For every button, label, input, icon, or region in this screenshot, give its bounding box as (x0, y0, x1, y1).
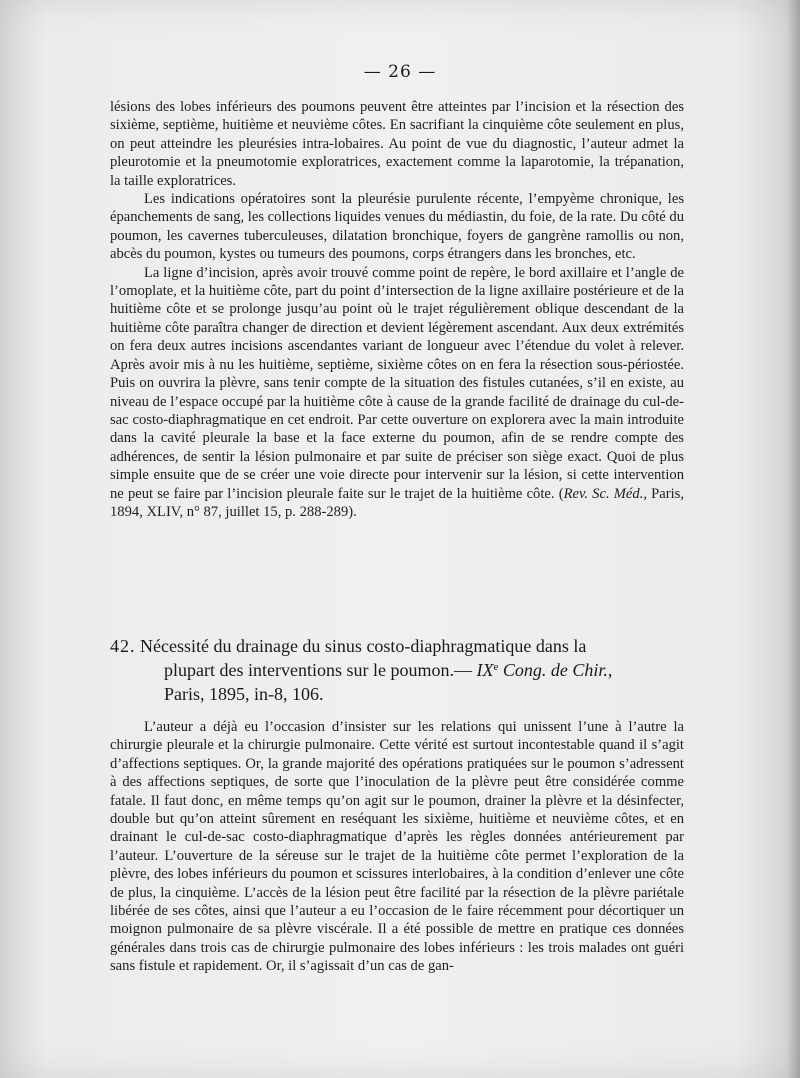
entry-title-line-3: Paris, 1895, in-8, 106. (164, 684, 324, 704)
congress-ordinal: IX (476, 660, 494, 680)
paragraph-2: Les indications opératoires sont la pleurésie purulente récente, l’empyème chronique, les épanchements de sang, les collections liquides venues du médiastin, du foie, de la rate. Du côté du poumon, les cavernes tuberculeuses, dilatation bronchique, foyers de gangrène ramollis ou non, abcès du poumon, kystes ou tumeurs des poumons, corps étrangers dans les bronches, etc. (110, 191, 684, 263)
congress-ordinal-suffix: e (493, 661, 499, 673)
paragraph-3 (110, 264, 684, 522)
page-number: — 26 — (363, 62, 437, 82)
citation-journal: Rev. Sc. Méd. (563, 485, 644, 502)
citation-open: ( (554, 485, 564, 502)
citation-details: , Paris, 1894, XLIV, n° 87, juillet 15, p. 288-289). (110, 485, 684, 520)
entry-heading (110, 634, 690, 706)
body-section-2 (110, 718, 684, 976)
congress-comma: , (607, 660, 613, 680)
paragraph-3-text: La ligne d’incision, après avoir trouvé comme point de repère, le bord axillaire et l’angle de l’omoplate, et la huitième côte, part du point d’intersection de la ligne axillaire postérieure et de la huitième côte et se prolonge jusqu’au point où le trajet régulièrement oblique descendant de la huitième côte paraîtra changer de direction et devient légèrement ascendant. Aux deux extrémités on fera deux autres incisions ascendantes variant de longueur avec l’étendue du volet à relever. Après avoir mis à nu les huitième, septième, sixième côtes on en fera la résection sous-périostée. Puis on ouvrira la plèvre, sans tenir compte de la situation des fistules cutanées, s’il en existe, au niveau de l’espace occupé par la huitième côte à cause de la grande facilité de drainage du cul-de-sac costo-diaphragmatique en cet endroit. Par cette ouverture on explorera avec la main introduite dans la cavité pleurale la base et la face externe du poumon, afin de se rendre compte des adhérences, de sentir la lésion pulmonaire et par suite de préciser son siège exact. Quoi de plus simple ensuite que de se créer une voie directe pour intervenir sur la lésion, si cette intervention ne peut se faire par l’incision pleurale faite sur le trajet de la huitième côte. (110, 264, 684, 502)
entry-title-part-1: Nécessité du drainage du sinus costo-diaphragmatique dans la (135, 636, 587, 656)
paragraph-4: L’auteur a déjà eu l’occasion d’insister sur les relations qui unissent l’une à l’autre la chirurgie pleurale et la chirurgie pulmonaire. Cette vérité est surtout incontestable quand il s’agit d’affections septiques. Or, la grande majorité des opérations pratiquées sur le poumon s’adressent à des affections septiques, de sorte que l’inoculation de la plèvre peut être considérée comme fatale. Il faut donc, en même temps qu’on agit sur le poumon, drainer la plèvre et la désinfecter, double but qu’on atteint sûrement en reséquant les sixième, huitième et neuvième côtes, et en drainant le cul-de-sac costo-diaphragmatique d’après les règles données antérieurement par l’auteur. L’ouverture de la séreuse sur le trajet de la huitième côte permet l’exploration de la plèvre, des lobes inférieurs du poumon et scissures interlobaires, à la condition d’enlever une côte de plus, la cinquième. L’accès de la lésion peut être facilité par la résection de la plèvre pariétale libérée de ses côtes, ainsi que l’auteur a eu l’occasion de le faire récemment pour décortiquer un moignon pulmonaire de sa plèvre viscérale. Il a été possible de mettre en pratique ces données générales dans trois cas de chirurgie pulmonaire des lobes inférieurs : les trois malades ont guéri sans fistule et rapidement. Or, il s’agissait d’un cas de gan- (110, 719, 684, 975)
entry-title-line-1 (110, 634, 690, 658)
paragraph-1: lésions des lobes inférieurs des poumons peuvent être atteintes par l’incision et la résection des sixième, septième, huitième et neuvième côtes. En sacrifiant la cinquième côte seulement en plus, on peut atteindre les pleurésies intra-lobaires. Au point de vue du diagnostic, l’auteur admet la pleurotomie et la pneumotomie exploratrices, exactement comme la laparotomie, la trépanation, la taille exploratrices. (110, 99, 684, 189)
body-section-1 (110, 98, 684, 521)
congress-name: Cong. de Chir. (498, 660, 608, 680)
entry-title-part-2: plupart des interventions sur le poumon.— (164, 660, 477, 680)
entry-title-line-2 (110, 658, 690, 682)
entry-number: 42. (110, 636, 136, 656)
